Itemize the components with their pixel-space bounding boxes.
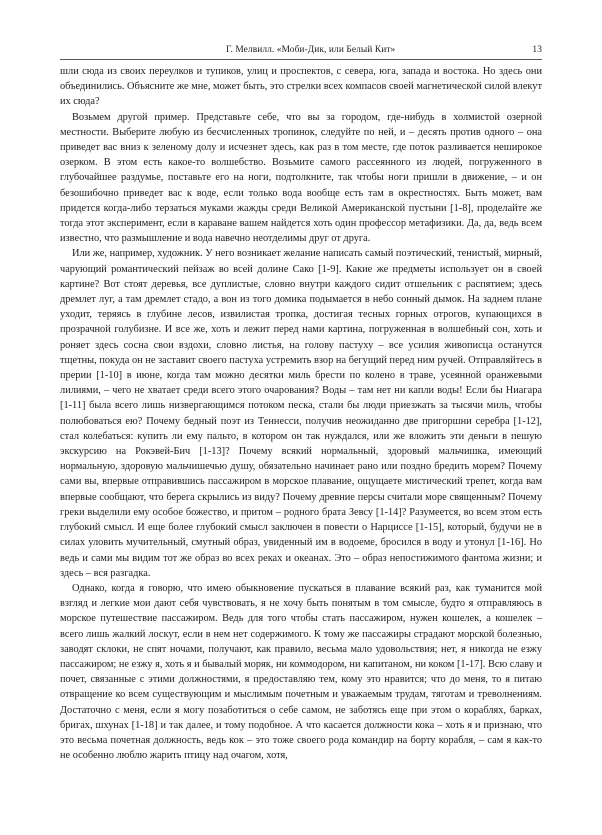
paragraph-lake-example: Возьмем другой пример. Представьте себе, что вы за городом, где-нибудь в холмистой озерной местности. Выберите любую из бесчисленных тропинок, следуйте по ней, и – десять против одного – она приведет вас вниз к зеленому долу и исчезнет здесь, как раз в том месте, где поток разливается неширокое озерком. В этом есть какое-то волшебство. Возьмите самого рассеянного из людей, погруженного в глубочайшее раздумье, поставьте его на ноги, подтолкните, так чтобы ноги пришли в движение, – и он безошибочно приведет вас к воде, если только вода вообще есть там в окрестностях. Быть может, вам придется когда-либо терзаться муками жажды среди Великой Американской пустыни [1-8], проделайте же тогда этот эксперимент, если в караване вашем найдется хоть один профессор метафизики. Да, да, ведь всем известно, что размышление и вода навечно неотделимы друг от друга.: [60, 111, 542, 245]
paragraph-continuation: шли сюда из своих переулков и тупиков, улиц и проспектов, с севера, юга, запада и востока. Но здесь они объединились. Объясните же мне, может быть, это стрелки всех компасов своей магнетической силой влекут их сюда?: [60, 66, 542, 108]
running-title: Г. Мелвилл. «Моби-Дик, или Белый Кит»: [226, 45, 396, 55]
header-rule: [60, 59, 542, 60]
paragraph-painter-example: Или же, например, художник. У него возникает желание написать самый поэтический, тенистый, мирный, чарующий романтический пейзаж во всей долине Сако [1-9]. Какие же предметы использует он в своей картине? Вот стоят деревья, все дуплистые, словно внутри каждого сидит отшельник с распятием; здесь дремлет луг, а там дремлет стадо, а вон из того домика подымается в небо сонный дымок. На заднем плане уходит, теряясь в глубине лесов, извилистая тропка, достигая тесных горных отрогов, купающихся в прозрачной голубизне. И все же, хоть и лежит перед нами картина, погруженная в волшебный сон, хоть и роняет здесь сосна свои вздохи, словно листья, на голову пастуху – все усилия живописца останутся тщетны, покуда он не заставит своего пастуха устремить взор на бегущий перед ним ручей. Отправляйтесь в прерии [1-10] в июне, когда там можно десятки миль брести по колено в траве, усеянной оранжевыми лилиями, – чего не хватает среди всего этого очарования? Воды – там нет ни капли воды! Если бы Ниагара [1-11] была всего лишь низвергающимся потоком песка, стали бы люди приезжать за тысячи миль, чтобы полюбоваться ею? Почему бедный поэт из Теннесси, получив неожиданно две пригоршни серебра [1-12], стал колебаться: купить ли ему пальто, в котором он так нуждался, или же вложить эти деньги в пешую экскурсию на Рокэвей-Бич [1-13]? Почему всякий нормальный, здоровый мальчишка, имеющий нормальную, здоровую мальчишечью душу, обязательно начинает рано или поздно бредить морем? Почему сами вы, впервые отправившись пассажиром в морское плавание, ощущаете мистический трепет, когда вам впервые сообщают, что берега скрылись из виду? Почему древние персы считали море священным? Почему греки выделили ему особое божество, и притом – родного брата Зевсу [1-14]? Разумеется, во всем этом есть глубокий смысл. И еще более глубокий смысл заключен в повести о Нарциссе [1-15], который, будучи не в силах уловить мучительный, смутный образ, увиденный им в водоеме, бросился в воду и утонул [1-16]. Но ведь и сами мы видим тот же образ во всех реках и океанах. Это – образ непостижимого фантома жизни; и здесь – вся разгадка.: [60, 248, 542, 579]
paragraph-passenger: Однако, когда я говорю, что имею обыкновение пускаться в плавание всякий раз, как туманится мой взгляд и легкие мои дают себя чувствовать, я не хочу быть понятым в том смысле, будто я отправляюсь в морское путешествие пассажиром. Ведь для того чтобы стать пассажиром, нужен кошелек, а кошелек – всего лишь жалкий лоскут, если в нем нет содержимого. К тому же пассажиры страдают морской болезнью, заводят склоки, не спят ночами, получают, как правило, весьма мало удовольствия; нет, я никогда не езжу пассажиром; не езжу я, хоть я и бывалый моряк, ни коммодором, ни капитаном, ни коком [1-17]. Всю славу и почет, связанные с этими должностями, я предоставляю тем, кому это нравится; что до меня, то я питаю отвращение ко всем существующим и мыслимым почетным и уважаемым трудам, тяготам и треволнениям. Достаточно с меня, если я могу позаботиться о себе самом, не заботясь еще при этом о кораблях, барках, бригах, шхунах [1-18] и так далее, и тому подобное. А что касается должности кока – хоть я и признаю, что это весьма почетная должность, ведь кок – это тоже своего рода командир на борту корабля, – сам я как-то не особенно люблю жарить птицу над очагом, хотя,: [60, 582, 542, 762]
body-text: [60, 64, 542, 763]
page-number: 13: [532, 45, 542, 55]
